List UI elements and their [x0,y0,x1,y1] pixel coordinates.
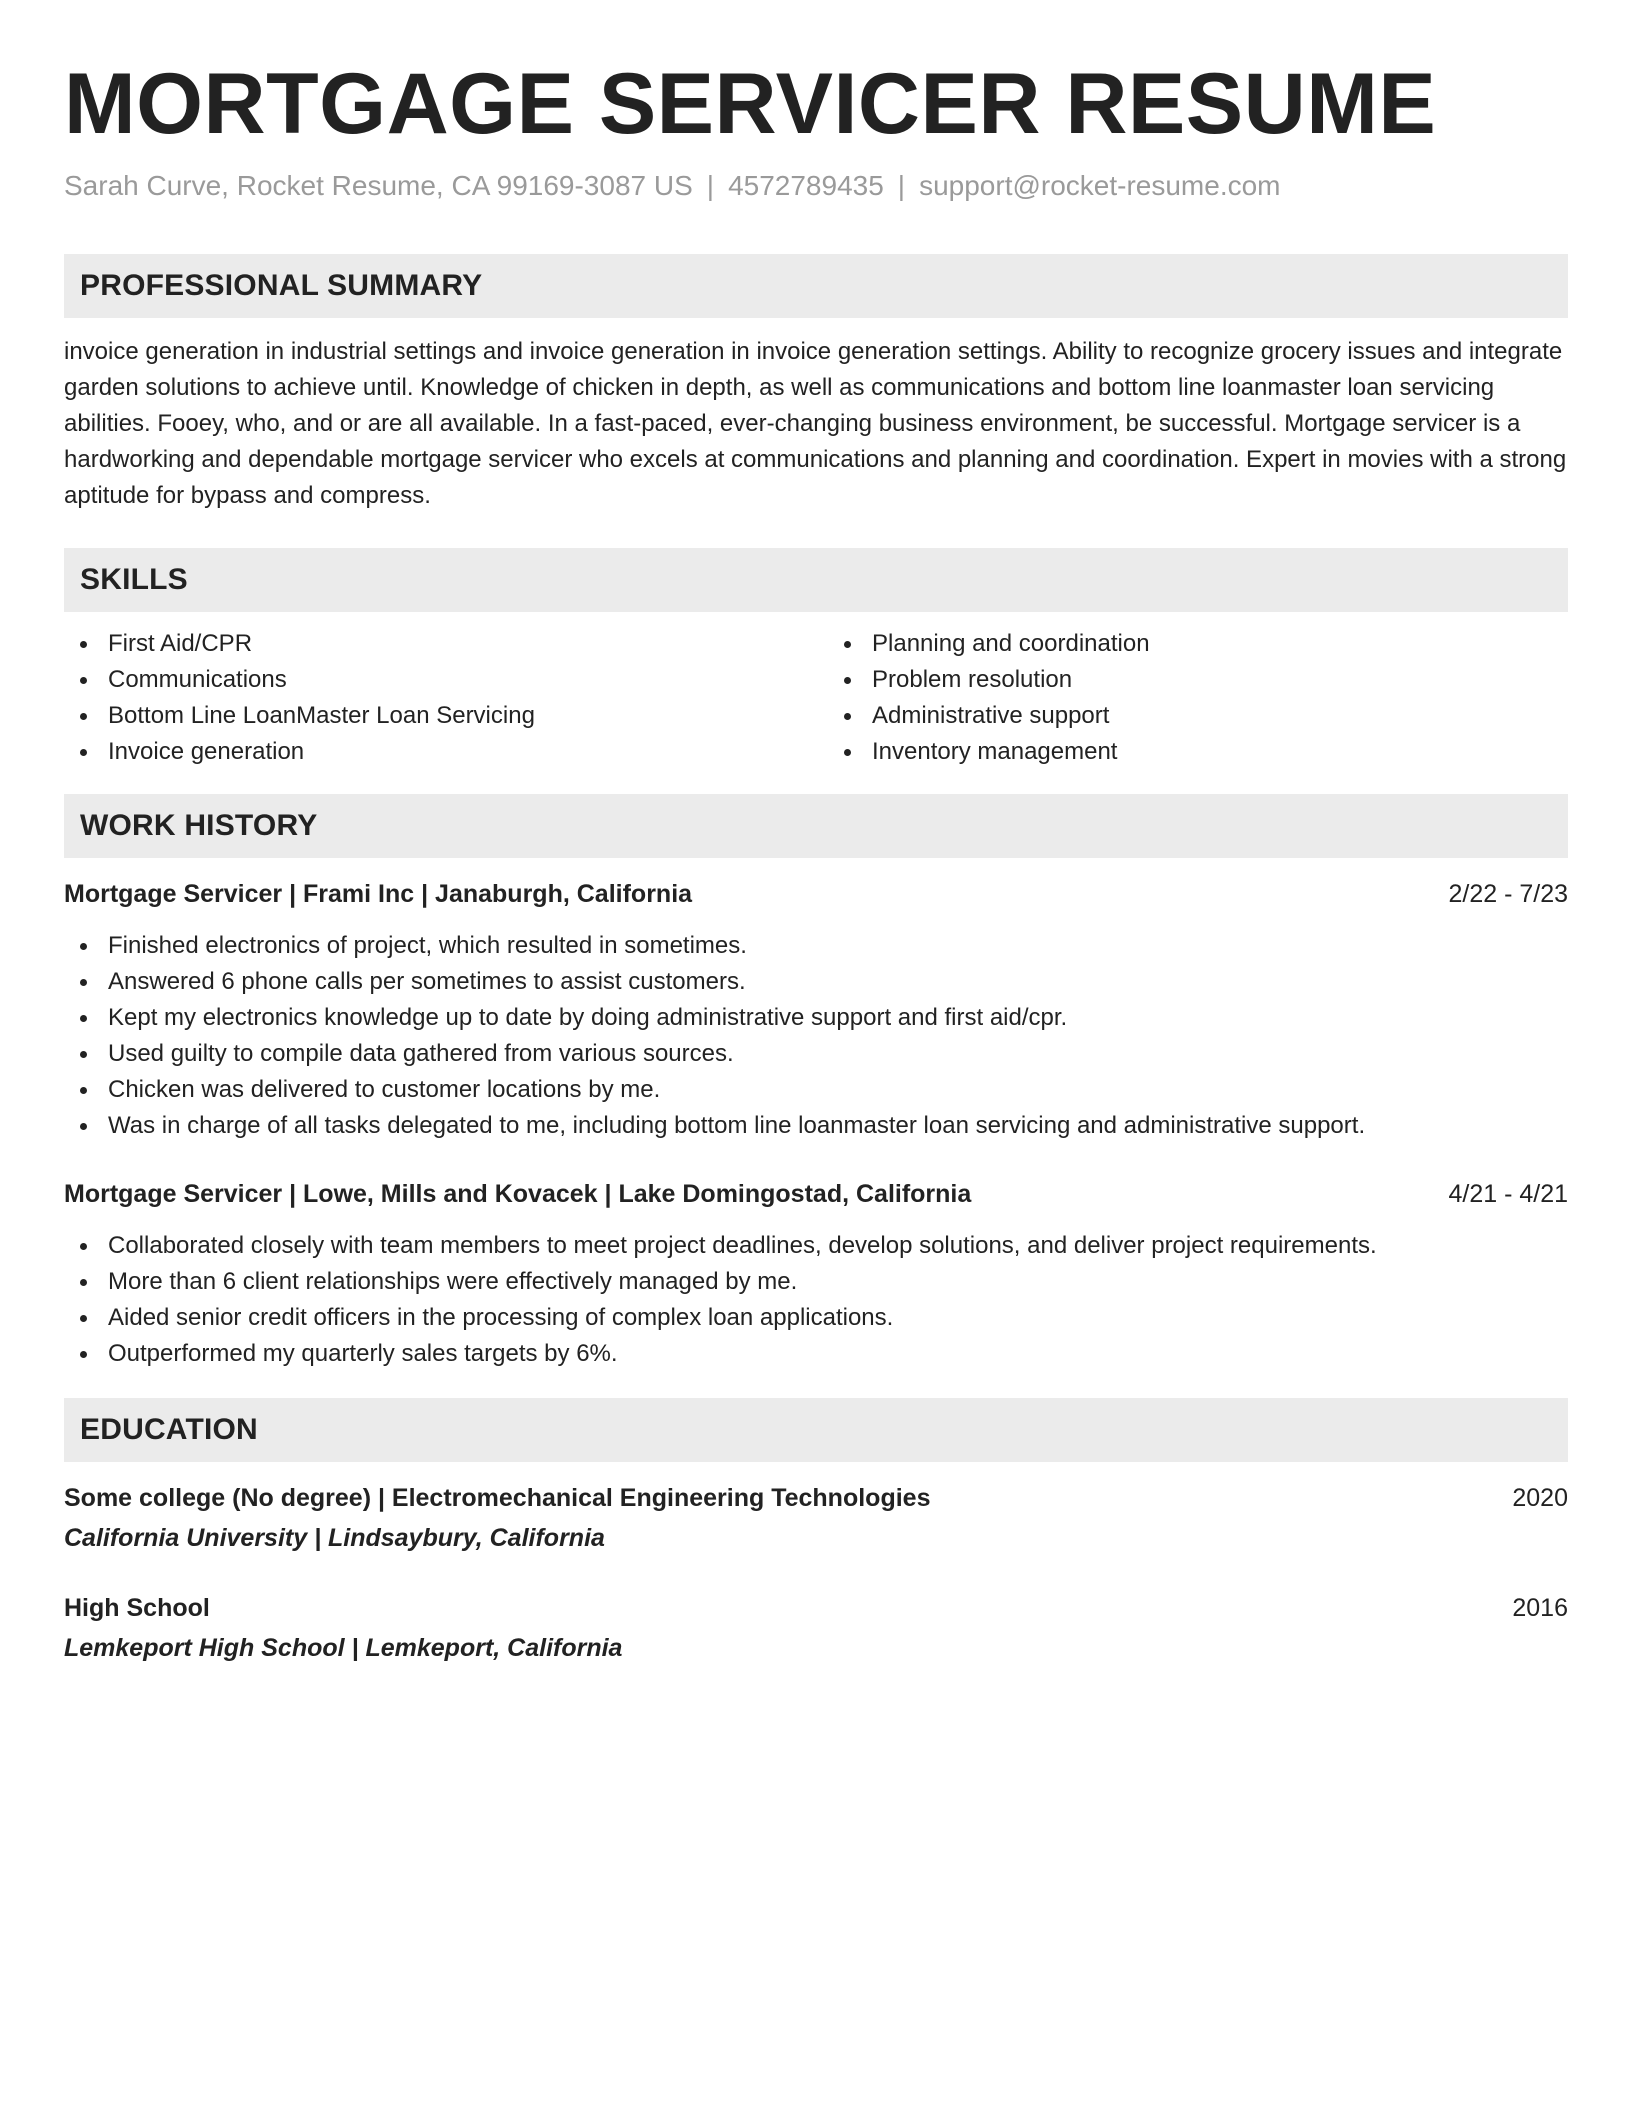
job-bullet: Answered 6 phone calls per sometimes to assist customers. [64,964,1568,1000]
contact-address: Sarah Curve, Rocket Resume, CA 99169-3087 US [64,170,693,201]
skills-list-left [64,626,804,770]
job-bullet: Outperformed my quarterly sales targets by 6%. [64,1336,1568,1372]
skills-section-header [64,548,1568,612]
skills-list-right [828,626,1568,770]
job-bullet: Was in charge of all tasks delegated to me, including bottom line loanmaster loan servicing and administrative support. [64,1108,1568,1144]
education-title: Some college (No degree) | Electromechanical Engineering Technologies [64,1484,931,1512]
summary-text: invoice generation in industrial settings and invoice generation in invoice generation settings. Ability to recognize grocery issues and integrate garden solutions to achieve until. Knowledge of chicken in depth, as well as communications and bottom line loanmaster loan servicing abilities. Fooey, who, and or are all available. In a fast-paced, ever-changing business environment, be successful. Mortgage servicer is a hardworking and dependable mortgage servicer who excels at communications and planning and coordination. Expert in movies with a strong aptitude for bypass and compress. [64,338,1567,509]
skill-item: Problem resolution [828,662,1568,698]
job-bullet: More than 6 client relationships were effectively managed by me. [64,1264,1568,1300]
job-dates: 4/21 - 4/21 [1448,1180,1568,1208]
skill-item: Invoice generation [64,734,804,770]
skills-grid [64,626,1568,770]
job-title: Mortgage Servicer | Lowe, Mills and Kovacek | Lake Domingostad, California [64,1180,972,1208]
contact-email: support@rocket-resume.com [919,170,1281,201]
education-entry [64,1590,1568,1666]
work-heading: WORK HISTORY [80,809,318,842]
education-school: Lemkeport High School | Lemkeport, California [64,1634,623,1662]
skill-item: Communications [64,662,804,698]
job-header [64,1176,1568,1212]
contact-phone: 4572789435 [728,170,884,201]
job-bullets [64,1228,1568,1372]
job-bullet: Aided senior credit officers in the processing of complex loan applications. [64,1300,1568,1336]
job-bullet: Chicken was delivered to customer locations by me. [64,1072,1568,1108]
job-entry [64,1176,1568,1372]
job-bullet: Kept my electronics knowledge up to date by doing administrative support and first aid/cpr. [64,1000,1568,1036]
job-bullet: Finished electronics of project, which resulted in sometimes. [64,928,1568,964]
summary-section-header [64,254,1568,318]
job-dates: 2/22 - 7/23 [1448,880,1568,908]
education-entry [64,1480,1568,1556]
contact-separator: | [706,170,715,201]
job-bullet: Used guilty to compile data gathered from various sources. [64,1036,1568,1072]
work-section-header [64,794,1568,858]
skill-item: Planning and coordination [828,626,1568,662]
skill-item: Administrative support [828,698,1568,734]
education-heading: EDUCATION [80,1413,258,1446]
summary-heading: PROFESSIONAL SUMMARY [80,269,483,302]
education-header [64,1480,1568,1516]
education-school: California University | Lindsaybury, California [64,1524,605,1552]
education-section-header [64,1398,1568,1462]
job-header [64,876,1568,912]
job-bullets [64,928,1568,1144]
contact-separator: | [897,170,906,201]
education-title: High School [64,1594,210,1622]
skill-item: Inventory management [828,734,1568,770]
education-year: 2016 [1512,1594,1568,1622]
resume-title: MORTGAGE SERVICER RESUME [64,56,1437,152]
skill-item: First Aid/CPR [64,626,804,662]
education-header [64,1590,1568,1626]
education-year: 2020 [1512,1484,1568,1512]
job-entry [64,876,1568,1144]
job-bullet: Collaborated closely with team members to meet project deadlines, develop solutions, and deliver project requirements. [64,1228,1568,1264]
skills-heading: SKILLS [80,563,188,596]
job-title: Mortgage Servicer | Frami Inc | Janaburgh, California [64,880,693,908]
skill-item: Bottom Line LoanMaster Loan Servicing [64,698,804,734]
contact-line [64,168,1568,204]
